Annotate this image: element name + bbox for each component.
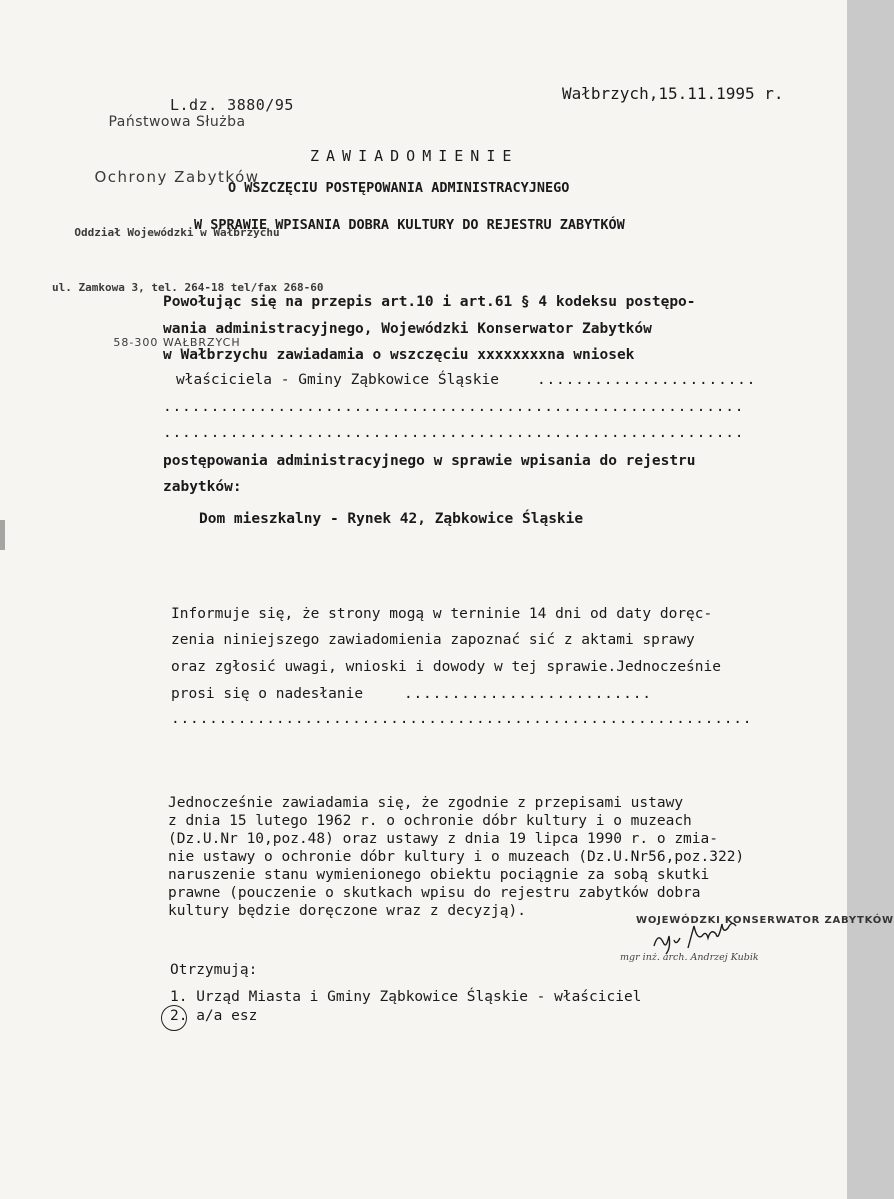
scan-edge-mark — [0, 520, 5, 550]
stamp-line-4: ul. Zamkowa 3, tel. 264-18 tel/fax 268-60 — [52, 281, 324, 294]
signatory-name: mgr inż. arch. Andrzej Kubik — [620, 952, 759, 963]
recipient-item-2: 2. a/a esz — [170, 1008, 258, 1024]
para2-line-1: Informuje się, że strony mogą w terninie 14 dni od daty doręc- — [171, 606, 713, 622]
heritage-object: Dom mieszkalny - Rynek 42, Ząbkowice Śląskie — [199, 511, 584, 527]
document-subtitle-2: W SPRAWIE WPISANIA DOBRA KULTURY DO REJESTRU ZABYTKÓW — [194, 217, 625, 233]
para2-dots-4: .......................... — [404, 686, 652, 702]
stamp-line-5: 58-300 WAŁBRZYCH — [113, 336, 241, 349]
para3-line-7: kultury będzie doręczone wraz z decyzją). — [168, 903, 526, 919]
para1-line-8: zabytków: — [163, 479, 242, 495]
stamp-line-2: Ochrony Zabytków — [94, 168, 260, 186]
para2-line-4: prosi się o nadesłanie — [171, 686, 364, 702]
para1-dots-4: ....................... — [537, 372, 757, 388]
document-date: Wałbrzych,15.11.1995 r. — [562, 84, 784, 103]
para1-line-3: w Wałbrzychu zawiadamia o wszczęciu xxxxxxxxna wniosek — [163, 347, 635, 363]
document-subtitle-1: O WSZCZĘCIU POSTĘPOWANIA ADMINISTRACYJNEGO — [228, 180, 570, 196]
recipients-heading: Otrzymują: — [170, 962, 258, 978]
para3-line-3: (Dz.U.Nr 10,poz.48) oraz ustawy z dnia 19 lipca 1990 r. o zmia- — [168, 831, 718, 847]
para2-line-2: zenia niniejszego zawiadomienia zapoznać sić z aktami sprawy — [171, 632, 695, 648]
para1-dots-5: ............................................................. — [163, 399, 745, 415]
reference-number: L.dz. 3880/95 — [170, 96, 294, 114]
recipient-item-1: 1. Urząd Miasta i Gminy Ząbkowice Śląskie - właściciel — [170, 989, 642, 1005]
para1-line-2: wania administracyjnego, Wojewódzki Konserwator Zabytków — [163, 321, 652, 337]
para3-line-1: Jednocześnie zawiadamia się, że zgodnie z przepisami ustawy — [168, 795, 684, 811]
para1-line-1: Powołując się na przepis art.10 i art.61 § 4 kodeksu postępo- — [163, 294, 696, 310]
para3-line-4: nie ustawy o ochronie dóbr kultury i o muzeach (Dz.U.Nr56,poz.322) — [168, 849, 745, 865]
para1-dots-6: ............................................................. — [163, 425, 745, 441]
document-title: ZAWIADOMIENIE — [310, 147, 519, 165]
para3-line-5: naruszenie stanu wymienionego obiektu pociągnie za sobą skutki — [168, 867, 710, 883]
para3-line-6: prawne (pouczenie o skutkach wpisu do rejestru zabytków dobra — [168, 885, 701, 901]
handwritten-circle-mark — [161, 1005, 187, 1031]
stamp-line-3: Oddział Wojewódzki w Wałbrzychu — [74, 226, 280, 239]
stamp-line-1: Państwowa Służba — [108, 114, 246, 130]
para2-dots-5: ............................................................. — [171, 711, 753, 727]
para3-line-2: z dnia 15 lutego 1962 r. o ochronie dóbr kultury i o muzeach — [168, 813, 692, 829]
signature-stamp-title: WOJEWÓDZKI KONSERWATOR ZABYTKÓW — [636, 915, 894, 926]
para1-line-7: postępowania administracyjnego w sprawie wpisania do rejestru — [163, 453, 696, 469]
para1-line-4: właściciela - Gminy Ząbkowice Śląskie — [176, 372, 500, 388]
para2-line-3: oraz zgłosić uwagi, wnioski i dowody w tej sprawie.Jednocześnie — [171, 659, 721, 675]
